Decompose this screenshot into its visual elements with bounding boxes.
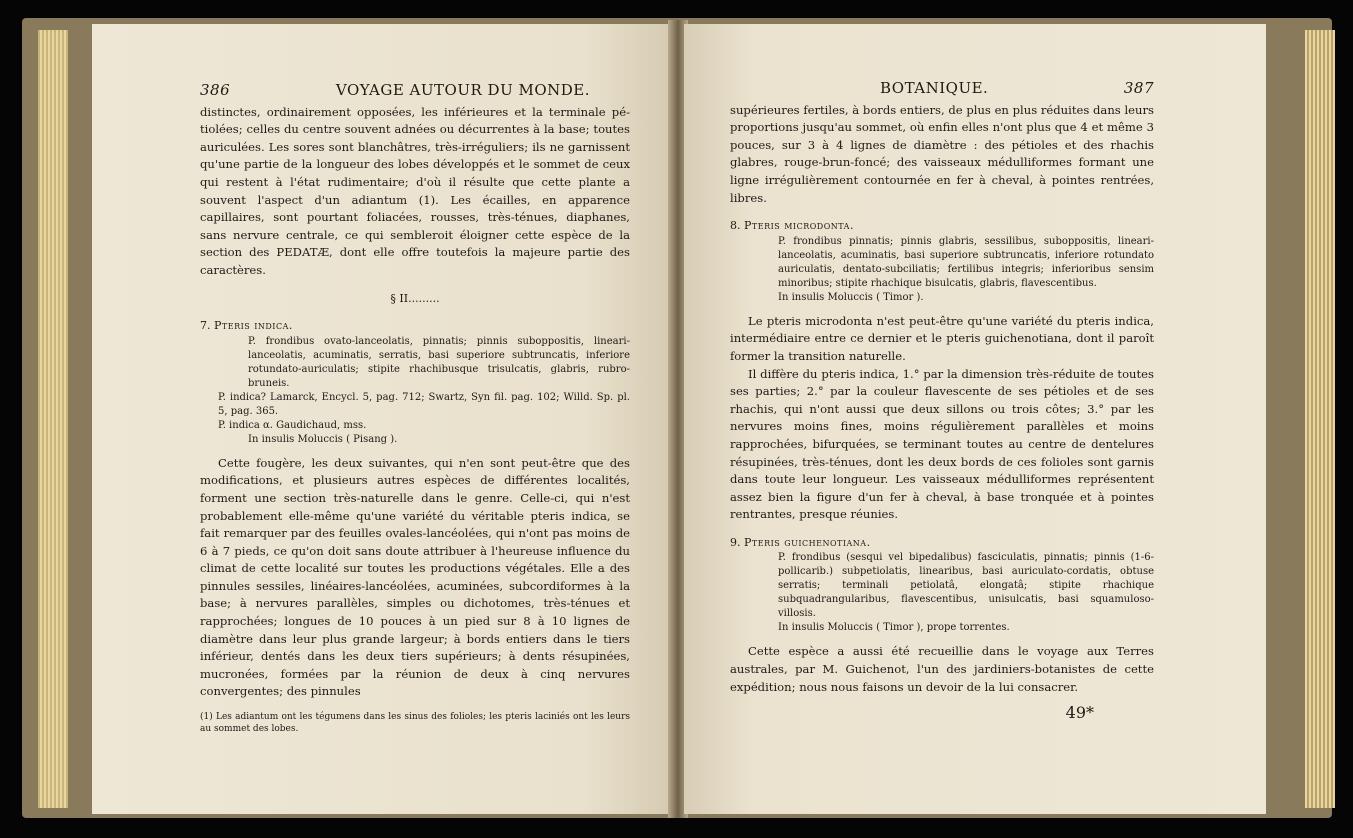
right-intro-paragraph: supérieures fertiles, à bords entiers, de plus en plus réduites dans leurs proportions jusqu'au sommet, où enfin elles n'ont plus que 4 et même 3 pouces, sur 3 à 4 lignes de diamètre : des pétioles et des rhachis glabres, rouge-brun-foncé; des vaisseaux médulliformes formant une ligne irrégulièrement contournée en fer à cheval, à pointes rentrées, libres.: [730, 102, 1154, 205]
species-7-synonym-1: P. indica? Lamarck, Encycl. 5, pag. 712; Swartz, Syn fil. pag. 102; Willd. Sp. pl. 5, pag. 365.: [218, 391, 630, 417]
left-running-head: VOYAGE AUTOUR DU MONDE.: [335, 81, 590, 99]
species-7-synonym-2: P. indica α. Gaudichaud, mss.: [218, 419, 367, 431]
species-7-diagnosis: P. frondibus ovato-lanceolatis, pinnatis; pinnis suboppositis, lineari-lanceolatis, acuminatis, serratis, basi superiore subtruncatis, inferiore rotundato-auriculatis; stipite rhachibusque trisulcatis, glabris, rubro-bruneis.: [248, 335, 630, 389]
species-9-number: 9.: [730, 535, 741, 549]
species-8-diagnosis: P. frondibus pinnatis; pinnis glabris, sessilibus, suboppositis, lineari-lanceolatis, acuminatis, basi superiore subtruncatis, inferiore rotundato auriculatis, dentato-subciliatis; fertilibus integris; inferioribus sensim minoribus; stipite rhachique bisulcatis, glabris, flavescentibus.: [778, 235, 1154, 289]
right-running-header: [730, 80, 1154, 98]
species-7-locality: In insulis Moluccis ( Pisang ).: [248, 433, 398, 445]
species-8-locality: In insulis Moluccis ( Timor ).: [778, 291, 924, 303]
species-9-name: Pteris guichenotiana.: [744, 535, 871, 549]
left-intro-paragraph: distinctes, ordinairement opposées, les inférieures et la terminale pé-tiolées; celles du centre souvent adnées ou décurrentes à la base; toutes auriculées. Les sores sont blanchâtres, très-irréguliers; ils ne garnissent qu'une partie de la longueur des lobes développés et le sommet de ceux qui restent à l'état rudimentaire; d'où il résulte que cette plante a souvent l'aspect d'un adiantum (1). Les écailles, en apparence capillaires, sont pourtant foliacées, rousses, très-ténues, diaphanes, sans nervure centrale, ce qui sembleroit éloigner cette espèce de la section des PEDATÆ, dont elle offre toutefois la majeure partie des caractères.: [200, 104, 630, 277]
left-running-header: [200, 82, 630, 100]
species-7-heading: [200, 317, 630, 335]
left-page-number: 386: [200, 81, 231, 99]
right-page-edges: [1305, 30, 1335, 808]
left-page: [92, 24, 670, 814]
left-page-edges: [38, 30, 68, 808]
right-paragraph-1: Le pteris microdonta n'est peut-être qu'une variété du pteris indica, intermédiaire entre ce dernier et le pteris guichenotiana, dont il paroît former la transition naturelle.: [730, 313, 1154, 363]
signature-mark: 49*: [1065, 703, 1094, 723]
species-8-number: 8.: [730, 219, 741, 233]
species-9-heading: [730, 534, 1154, 552]
left-body-paragraph: Cette fougère, les deux suivantes, qui n'en sont peut-être que des modifications, et plusieurs autres espèces de différentes localités, forment une section très-naturelle dans le genre. Celle-ci, qui n'est probablement elle-même qu'une variété du véritable pteris indica, se fait remarquer par des feuilles ovales-lancéolées, qui n'ont pas moins de 6 à 7 pieds, ce qu'on doit sans doute attribuer à l'heureuse influence du climat de cette localité sur toutes les productions végétales. Elle a des pinnules sessiles, linéaires-lancéolées, acuminées, subcordiformes à la base; à nervures parallèles, simples ou dichotomes, très-ténues et rapprochées; longues de 10 pouces à un pied sur 8 à 10 lignes de diamètre dans leur plus grande largeur; à bords entiers dans le tiers inférieur, dentés dans les deux tiers supérieurs; à dents résupinées, mucronées, formées par la réunion de deux à cinq nervures convergentes; des pinnules: [200, 455, 630, 699]
left-footnote: (1) Les adiantum ont les tégumens dans les sinus des folioles; les pteris laciniés ont les leurs au sommet des lobes.: [200, 712, 630, 735]
species-9-locality: In insulis Moluccis ( Timor ), prope torrentes.: [778, 622, 1010, 634]
section-heading: § II.........: [390, 291, 440, 305]
species-7-number: 7.: [200, 319, 211, 333]
right-page: [684, 24, 1266, 814]
right-running-head: BOTANIQUE.: [880, 79, 989, 97]
species-8-heading: [730, 217, 1154, 235]
species-7-name: Pteris indica.: [214, 319, 293, 333]
species-8-name: Pteris microdonta.: [744, 219, 854, 233]
right-paragraph-3: Cette espèce a aussi été recueillie dans le voyage aux Terres australes, par M. Guichenot, l'un des jardiniers-botanistes de cette expédition; nous nous faisons un devoir de la lui consacrer.: [730, 644, 1154, 694]
right-page-number: 387: [1123, 79, 1154, 97]
species-9-diagnosis: P. frondibus (sesqui vel bipedalibus) fasciculatis, pinnatis; pinnis (1-6-pollicarib.) subpetiolatis, linearibus, basi auriculato-cordatis, obtuse serratis; terminali petiolatâ, elongatâ; stipite rhachique subquadrangularibus, flavescentibus, unisulcatis, basi squamuloso-villosis.: [778, 552, 1154, 620]
right-paragraph-2: Il diffère du pteris indica, 1.° par la dimension très-réduite de toutes ses parties; 2.° par la couleur flavescente de ses pétioles et de ses rhachis, qui n'ont aussi que deux sillons ou trois côtes; 3.° par les nervures moins fines, moins régulièrement parallèles et moins rapprochées, bifurquées, se terminant toutes au centre de dentelures résupinées, très-ténues, dont les deux bords de ces folioles sont garnis dans toute leur longueur. Les vaisseaux médulliformes représentent assez bien la figure d'un fer à cheval, à base tronquée et à pointes rentrantes, presque réunies.: [730, 366, 1154, 522]
